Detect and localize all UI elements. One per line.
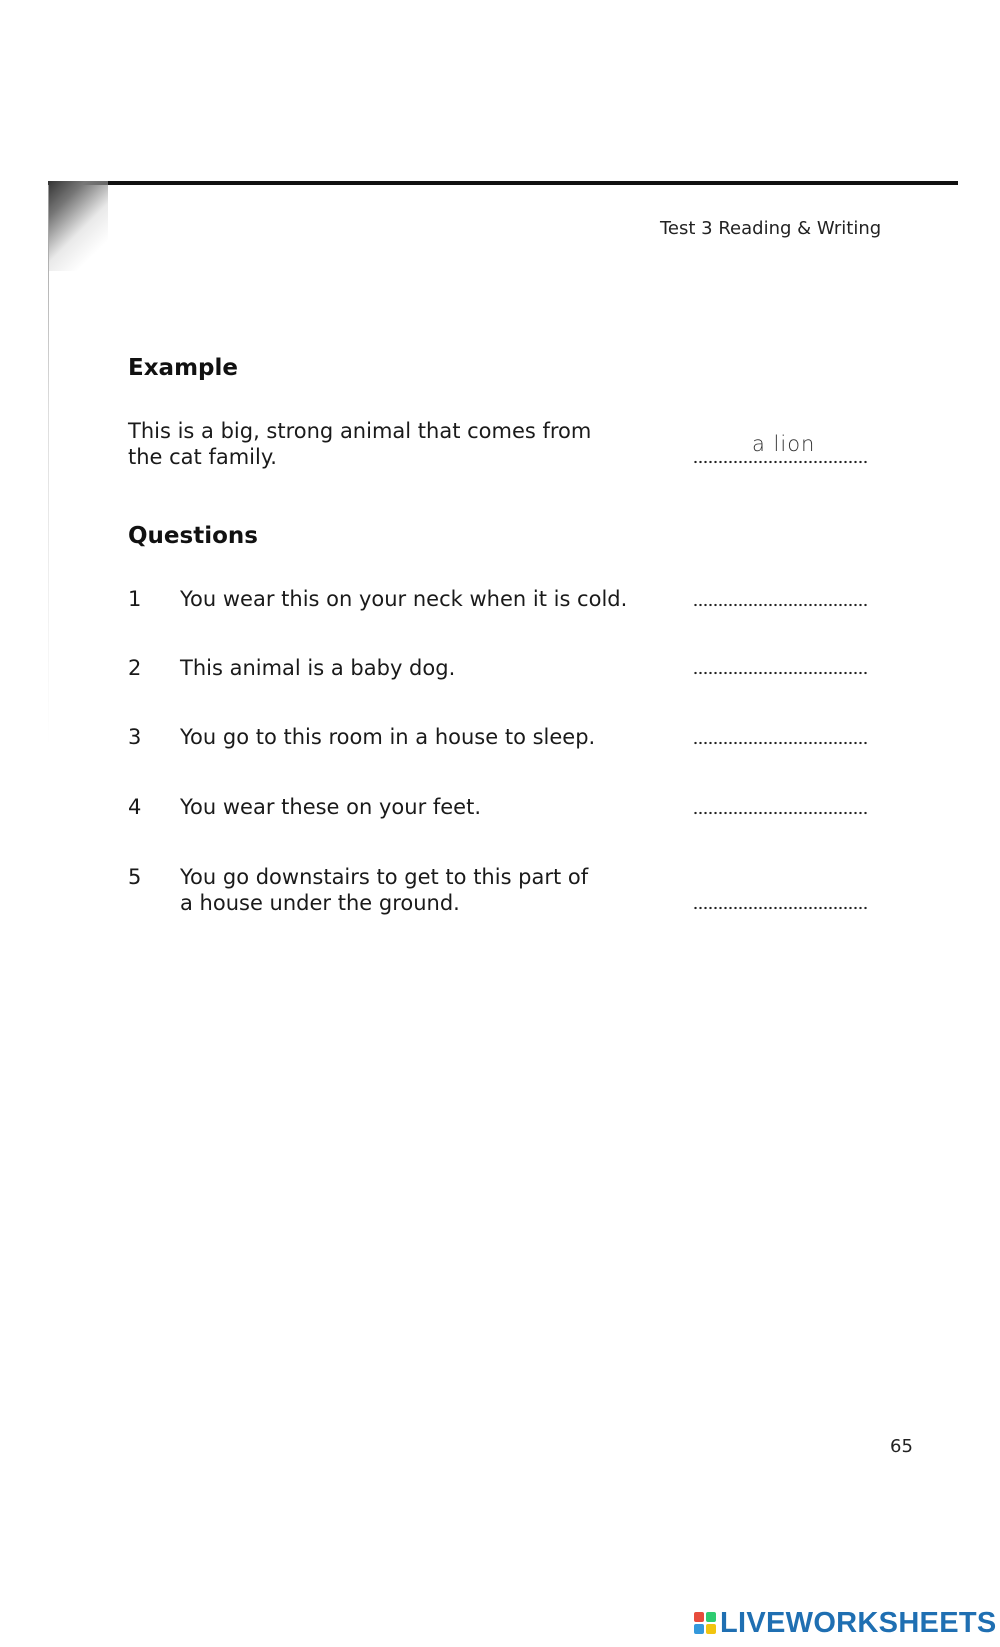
page-left-edge <box>48 185 49 745</box>
answer-field-5[interactable] <box>693 906 869 910</box>
scan-corner-shadow <box>48 181 108 271</box>
example-line-1: This is a big, strong animal that comes from <box>128 419 592 443</box>
question-number: 3 <box>128 725 142 749</box>
page-top-border <box>48 181 958 185</box>
answer-field-3[interactable] <box>693 741 869 745</box>
questions-heading: Questions <box>128 523 258 549</box>
question-text: You go downstairs to get to this part of <box>180 865 589 889</box>
question-number: 4 <box>128 795 142 819</box>
liveworksheets-logo-icon <box>694 1612 716 1634</box>
brand-name: LIVEWORKSHEETS <box>720 1606 997 1639</box>
question-text: You wear this on your neck when it is cold. <box>180 587 628 611</box>
example-answer-line <box>693 460 869 464</box>
question-number: 1 <box>128 587 142 611</box>
test-header: Test 3 Reading & Writing <box>660 218 882 239</box>
example-answer: a lion <box>752 432 816 456</box>
question-text: You go to this room in a house to sleep. <box>180 725 596 749</box>
liveworksheets-logo[interactable] <box>694 1608 997 1638</box>
answer-field-1[interactable] <box>693 603 869 607</box>
example-heading: Example <box>128 355 238 381</box>
question-number: 2 <box>128 656 142 680</box>
page-number: 65 <box>890 1436 913 1457</box>
example-line-2: the cat family. <box>128 445 277 469</box>
answer-field-4[interactable] <box>693 811 869 815</box>
question-text: This animal is a baby dog. <box>180 656 456 680</box>
question-number: 5 <box>128 865 142 889</box>
question-text: You wear these on your feet. <box>180 795 482 819</box>
question-text-continued: a house under the ground. <box>180 891 460 915</box>
answer-field-2[interactable] <box>693 671 869 675</box>
